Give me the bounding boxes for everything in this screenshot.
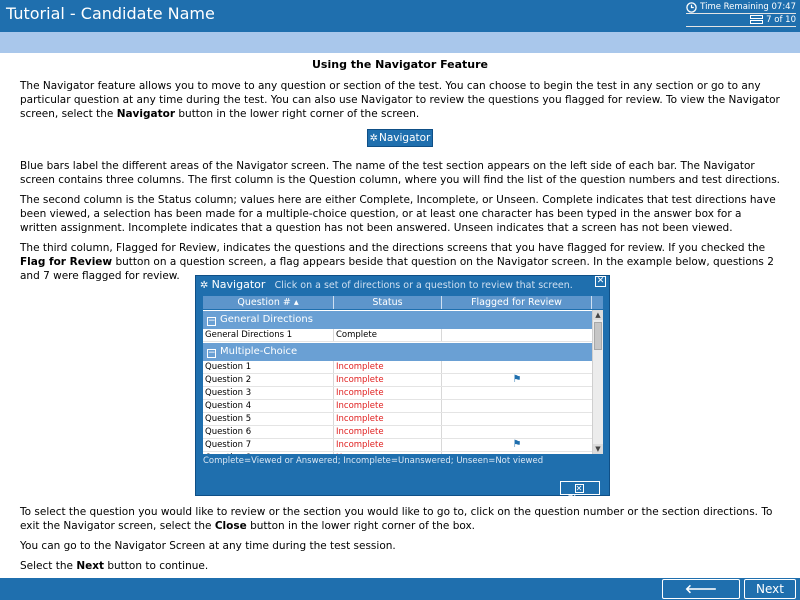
status-legend: Complete=Viewed or Answered; Incomplete=Unanswered; Unseen=Not viewed [203, 456, 544, 466]
navigator-title-bar [200, 278, 605, 292]
paragraph-flag: The third column, Flagged for Review, indicates the questions and the directions screens that you have flagged for review. If you checked the Flag for Review button on a question screen, a flag appears beside that question on the Navigator screen. In the example below, questions 2 and 7 were flagged for review. [20, 242, 774, 282]
collapse-icon: − [208, 316, 216, 326]
previous-button[interactable] [662, 579, 740, 599]
navigator-table-body [203, 310, 603, 454]
timer-area [686, 1, 796, 27]
flag-icon: ⚑ [512, 374, 522, 385]
table-row[interactable]: Question 7 Incomplete ⚑ [203, 439, 592, 452]
clock-icon [686, 2, 697, 13]
question-list-icon [750, 15, 763, 25]
paragraph-status: The second column is the Status column; values here are either Complete, Incomplete, or Unseen. Complete indicates that test directions have been viewed, a selection has been made for a multiple-choice question, or at least one character has been typed in the answer box for a written assignment. Incomplete indicates that a question has not been answered. Unseen indicates that a screen has not been viewed. [20, 194, 776, 234]
group-general-directions[interactable]: − General Directions [203, 311, 592, 329]
table-row[interactable]: Question 3 Incomplete [203, 387, 592, 400]
group-multiple-choice[interactable]: − Multiple-Choice [203, 343, 592, 361]
app-title: Tutorial - Candidate Name [6, 4, 215, 23]
navigator-example [195, 275, 610, 505]
table-row[interactable]: Question 4 Incomplete [203, 400, 592, 413]
table-row[interactable]: Question 2 Incomplete ⚑ [203, 374, 592, 387]
column-status[interactable]: Status [334, 296, 442, 309]
collapse-icon: − [208, 348, 216, 358]
navigator-demo-button: ✲Navigator [367, 129, 433, 147]
paragraph-intro: The Navigator feature allows you to move to any question or section of the test. You can choose to begin the test in any section or go to any particular question at any time during the test. You can also use Navigator to review the questions you flagged for review. To view the Navigator screen, select the Navigator button in the lower right corner of the screen. [20, 80, 780, 120]
scroll-down-icon[interactable]: ▼ [593, 444, 603, 454]
column-flagged[interactable]: Flagged for Review [442, 296, 592, 309]
paragraph-anytime: You can go to the Navigator Screen at any time during the test session. [20, 540, 396, 552]
page-title: Using the Navigator Feature [311, 58, 489, 71]
scroll-up-icon[interactable]: ▲ [593, 310, 603, 320]
paragraph-next: Select the Next button to continue. [20, 560, 209, 572]
tutorial-content [20, 58, 780, 289]
toolbar-strip [0, 32, 800, 53]
close-icon: ✕ [575, 484, 583, 493]
table-row[interactable]: Question 1 Incomplete [203, 361, 592, 374]
navigator-icon: ✲ [200, 280, 209, 291]
time-remaining[interactable] [686, 1, 796, 14]
scroll-thumb[interactable] [594, 322, 602, 350]
table-row[interactable] [203, 452, 592, 454]
navigator-close-button[interactable]: ✕Close [560, 481, 600, 495]
top-bar [0, 0, 800, 32]
navigator-hint: Click on a set of directions or a question to review that screen. [274, 280, 573, 291]
progress-label: 7 of 10 [766, 14, 796, 25]
navigator-scrollbar[interactable] [592, 310, 603, 454]
column-question[interactable]: Question # ▴ [203, 296, 334, 309]
table-row[interactable]: Question 5 Incomplete [203, 413, 592, 426]
next-button[interactable]: Next [744, 579, 796, 599]
close-icon[interactable]: ✕ [596, 276, 605, 286]
time-remaining-label: Time Remaining 07:47 [700, 1, 796, 12]
navigator-icon: ✲ [369, 133, 378, 144]
navigator-table-header [203, 296, 603, 309]
table-row[interactable]: Question 6 Incomplete [203, 426, 592, 439]
bottom-bar [0, 578, 800, 600]
question-progress[interactable] [686, 14, 796, 27]
paragraph-columns: Blue bars label the different areas of the Navigator screen. The name of the test section appears on the left side of each bar. The Navigator screen contains three columns. The first column is the Question column, where you will find the list of the question numbers and test directions. [20, 160, 780, 186]
paragraph-select: To select the question you would like to review or the section you would like to go to, click on the question number or the section directions. To exit the Navigator screen, select the Close button in the lower right corner of the box. [20, 506, 773, 532]
arrow-left-icon: 🡐 [684, 582, 718, 596]
table-row[interactable]: General Directions 1 Complete [203, 329, 592, 342]
navigator-title: Navigator [211, 278, 266, 291]
flag-icon: ⚑ [512, 439, 522, 450]
tutorial-content-bottom [20, 505, 780, 579]
